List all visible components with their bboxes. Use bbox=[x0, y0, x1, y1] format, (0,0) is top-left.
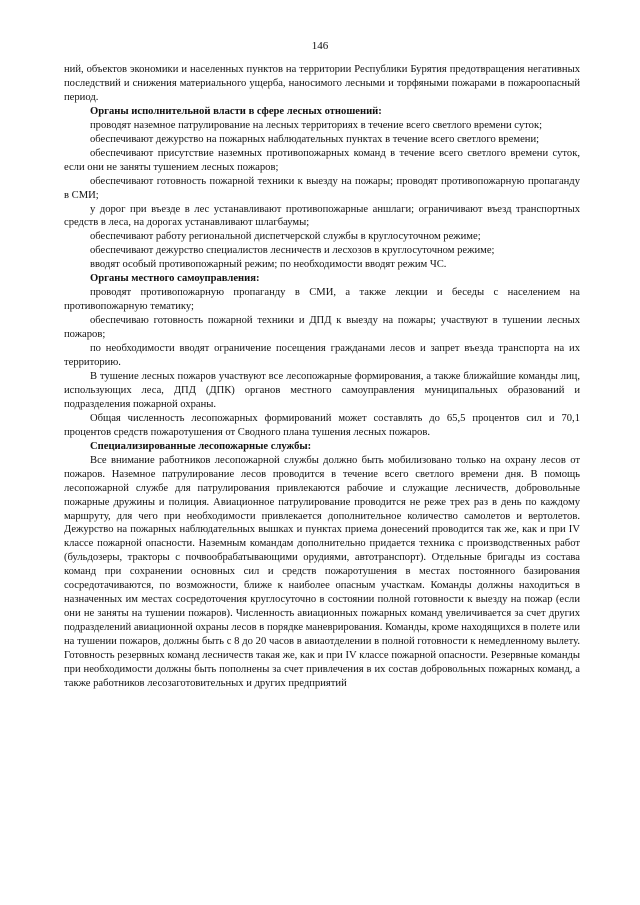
document-body bbox=[64, 63, 580, 691]
paragraph: обеспечивают дежурство на пожарных наблюдательных пунктах в течение всего светлого времени; bbox=[90, 133, 540, 145]
paragraph: вводят особый противопожарный режим; по необходимости вводят режим ЧС. bbox=[90, 259, 447, 271]
paragraph: проводят противопожарную пропаганду в СМИ, а также лекции и беседы с населением на противопожарную тематику; bbox=[64, 287, 580, 313]
paragraph: по необходимости вводят ограничение посещения гражданами лесов и запрет въезда транспорта на их территорию. bbox=[64, 343, 580, 369]
paragraph: Все внимание работников лесопожарной службы должно быть мобилизовано только на охрану лесов от пожаров. Наземное патрулирование лесов проводится в течение всего светлого времени дня. В помощь лесопожарной службе для патрулирования привлекаются рабочие и служащие лесничеств, добровольные пожарные дружины и полиция. Авиационное патрулирование проводится не реже трех раз в день по каждому маршруту, для чего при необходимости привлекается дополнительное количество самолетов и вертолетов. Дежурство на пожарных наблюдательных вышках и пунктах приема донесений проводится так же, как и при IV классе пожарной опасности. Наземным командам дополнительно придается техника с производственных работ (бульдозеры, тракторы с почвообрабатывающими орудиями, автотранспорт). Отдельные бригады из состава команд при сохранении основных сил и средств пожаротушения в местах постоянного базирования сосредотачиваются, по возможности, ближе к наиболее опасным участкам. Команды должны находиться в назначенных им местах сосредоточения круглосуточно в состоянии полной готовности к выезду на пожар (если они не заняты на тушении пожаров). Численность авиационных пожарных команд увеличивается за счет других подразделений авиационной охраны лесов в порядке маневрирования. Команды, кроме находящихся в полете или на тушении пожаров, должны быть с 8 до 20 часов в авиаотделении в полной готовности к немедленному вылету. Готовность резервных команд лесничеств такая же, как и при IV классе пожарной опасности. Резервные команды при необходимости должны быть пополнены за счет привлечения в их состав добровольных пожарных команд, а также работников лесозаготовительных и других предприятий bbox=[64, 454, 580, 689]
section-heading: Органы исполнительной власти в сфере лесных отношений: bbox=[90, 105, 382, 117]
page-number: 146 bbox=[311, 40, 329, 52]
paragraph: у дорог при въезде в лес устанавливают противопожарные аншлаги; ограничивают въезд транспортных средств в леса, на дорогах устанавливают шлагбаумы; bbox=[64, 203, 580, 229]
paragraph-continuation: ний, объектов экономики и населенных пунктов на территории Республики Бурятия предотвращения негативных последствий и снижения материального ущерба, наносимого лесными и торфяными пожарами в пожароопасный период. bbox=[64, 64, 580, 103]
paragraph: обеспечивают работу региональной диспетчерской службы в круглосуточном режиме; bbox=[90, 231, 481, 243]
paragraph: Общая численность лесопожарных формирований может составлять до 65,5 процентов сил и 70,1 процентов средств пожаротушения от Сводного плана тушения лесных пожаров. bbox=[64, 412, 580, 438]
paragraph: обеспечивают готовность пожарной техники к выезду на пожары; проводят противопожарную пропаганду в СМИ; bbox=[64, 175, 580, 201]
paragraph: обеспечивают присутствие наземных противопожарных команд в течение всего светлого времени суток, если они не заняты тушением лесных пожаров; bbox=[64, 147, 580, 173]
paragraph: В тушение лесных пожаров участвуют все лесопожарные формирования, а также ближайшие команды лиц, использующих леса, ДПД (ДПК) органов местного самоуправления муниципальных образований и подразделения пожарной охраны. bbox=[64, 370, 580, 410]
section-heading: Специализированные лесопожарные службы: bbox=[90, 440, 312, 452]
paragraph: обеспечиваю готовность пожарной техники и ДПД к выезду на пожары; участвуют в тушении лесных пожаров; bbox=[64, 315, 580, 341]
section-heading: Органы местного самоуправления: bbox=[90, 273, 260, 285]
paragraph: проводят наземное патрулирование на лесных территориях в течение всего светлого времени суток; bbox=[90, 119, 543, 131]
paragraph: обеспечивают дежурство специалистов лесничеств и лесхозов в круглосуточном режиме; bbox=[90, 245, 495, 257]
